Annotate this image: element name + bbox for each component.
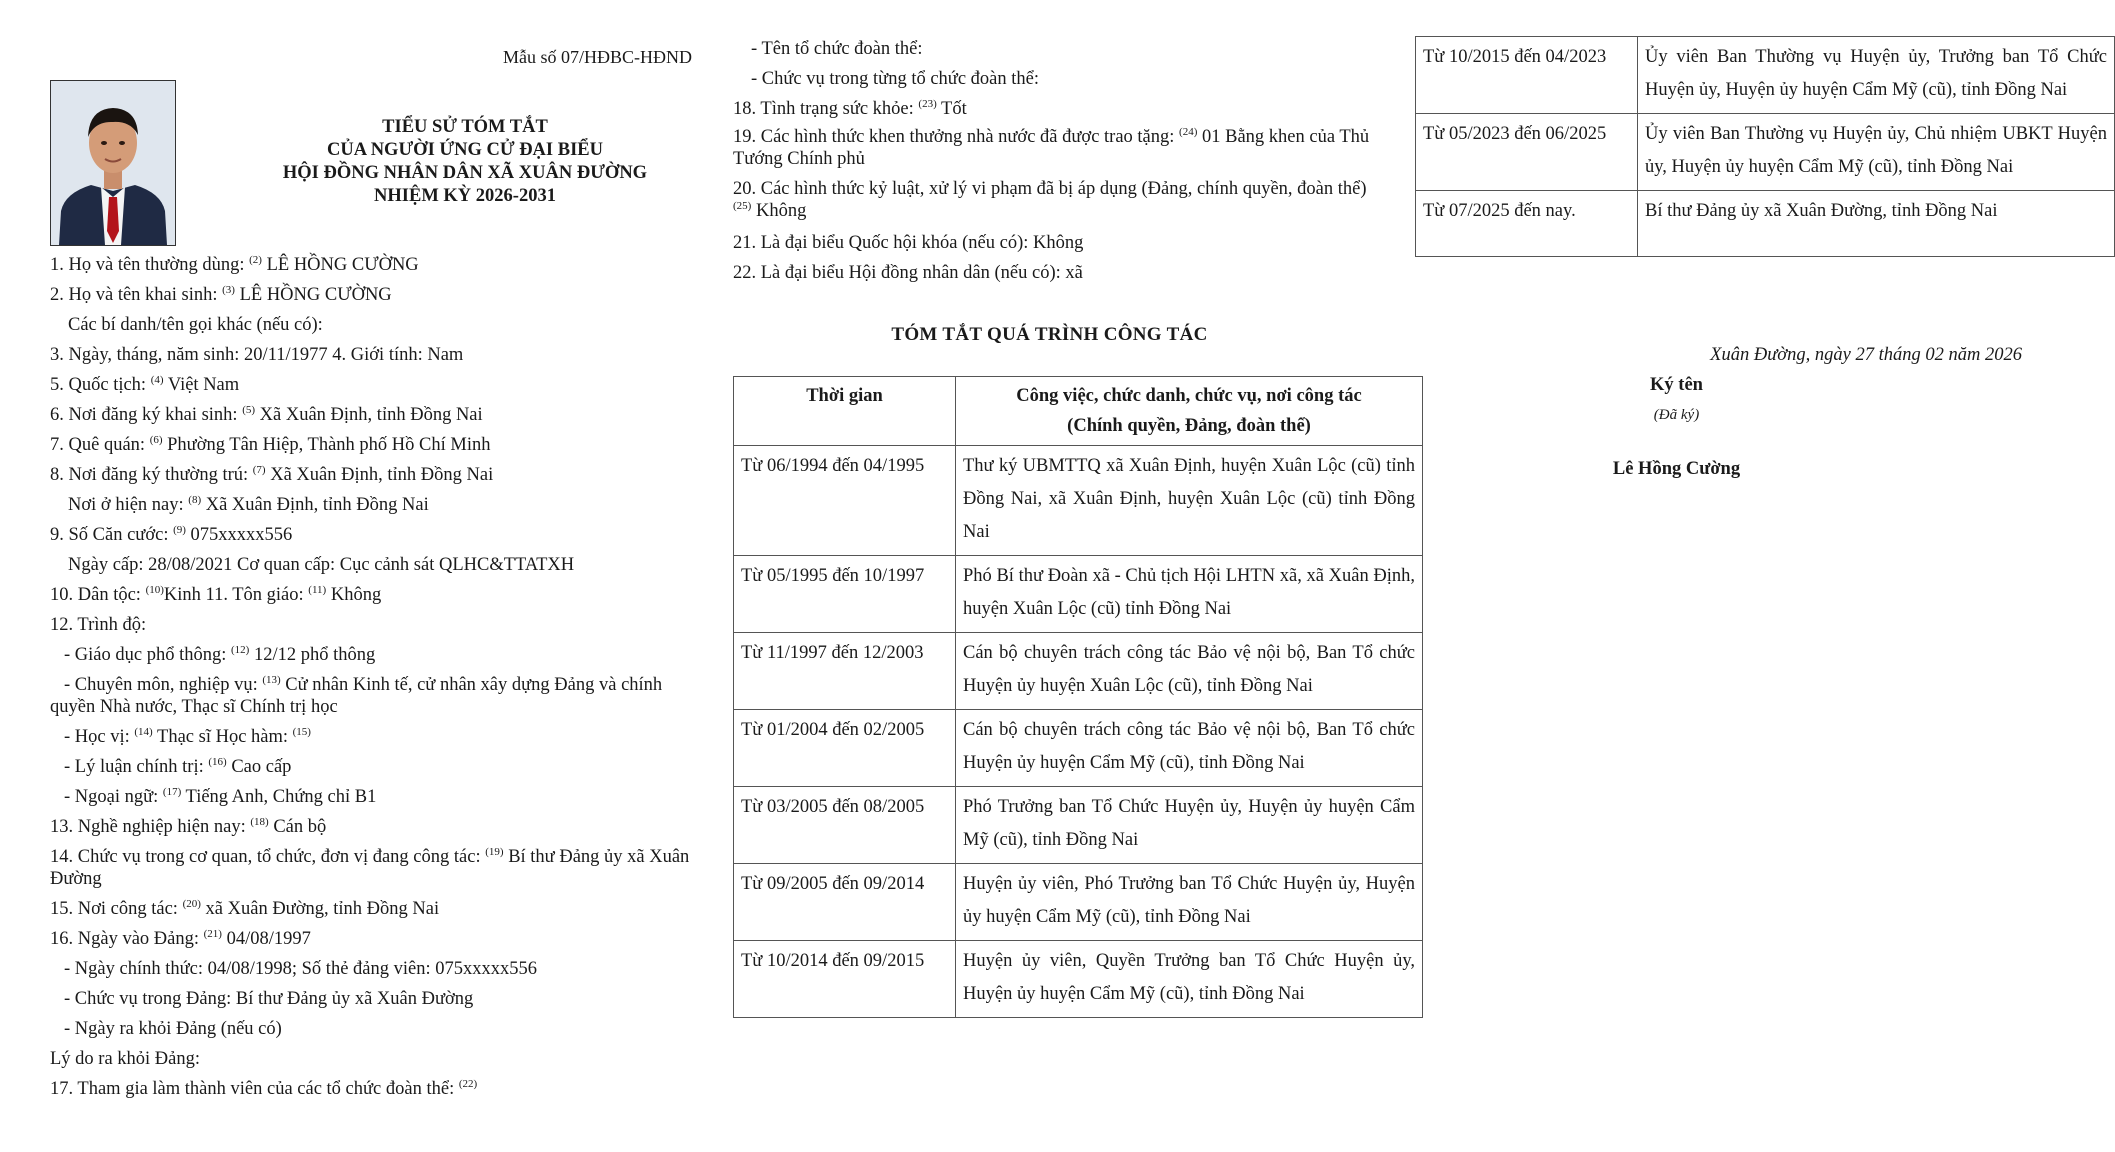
row-time: Từ 10/2014 đến 09/2015	[734, 941, 956, 1018]
row-job: Cán bộ chuyên trách công tác Bảo vệ nội bộ, Ban Tổ chức Huyện ủy huyện Xuân Lộc (cũ), tỉnh Đồng Nai	[956, 633, 1423, 710]
signer-name: Lê Hồng Cường	[1612, 459, 1741, 479]
signature-block	[1415, 340, 2048, 484]
row-job: Cán bộ chuyên trách công tác Bảo vệ nội bộ, Ban Tổ chức Huyện ủy huyện Cẩm Mỹ (cũ), tỉnh Đồng Nai	[956, 710, 1423, 787]
place-date: Xuân Đường, ngày 27 tháng 02 năm 2026	[1710, 345, 2022, 365]
work-history-title: TÓM TẮT QUÁ TRÌNH CÔNG TÁC	[891, 324, 1208, 345]
row-job: Phó Trưởng ban Tổ Chức Huyện ủy, Huyện ủy huyện Cẩm Mỹ (cũ), tỉnh Đồng Nai	[956, 787, 1423, 864]
info-general-education: - Giáo dục phổ thông: $^{(12)}$ 12/12 phổ thông	[64, 643, 376, 665]
table-row	[734, 864, 1423, 941]
table-row	[734, 710, 1423, 787]
row-time: Từ 05/1995 đến 10/1997	[734, 556, 956, 633]
table-row	[734, 941, 1423, 1018]
table-row	[1416, 37, 2115, 114]
info-party-position: - Chức vụ trong Đảng: Bí thư Đảng ủy xã Xuân Đường	[64, 989, 474, 1009]
row-job: Bí thư Đảng ủy xã Xuân Đường, tỉnh Đồng Nai	[1638, 191, 2115, 257]
row-job: Ủy viên Ban Thường vụ Huyện ủy, Trưởng ban Tổ Chức Huyện ủy, Huyện ủy huyện Cẩm Mỹ (cũ), tỉnh Đồng Nai	[1638, 37, 2115, 114]
info-org-roles: - Chức vụ trong từng tổ chức đoàn thể:	[751, 69, 1039, 89]
info-party-join-date: 16. Ngày vào Đảng: $^{(21)}$ 04/08/1997	[50, 927, 311, 949]
table-row	[734, 787, 1423, 864]
column-continued	[1415, 0, 2107, 1152]
row-job: Huyện ủy viên, Phó Trưởng ban Tổ Chức Huyện ủy, Huyện ủy huyện Cẩm Mỹ (cũ), tỉnh Đồng Nai	[956, 864, 1423, 941]
info-workplace: 15. Nơi công tác: $^{(20)}$ xã Xuân Đường, tỉnh Đồng Nai	[50, 897, 440, 919]
header-time: Thời gian	[734, 377, 956, 446]
info-birth-date-gender: 3. Ngày, tháng, năm sinh: 20/11/1977 4. Giới tính: Nam	[50, 345, 464, 365]
info-awards: 19. Các hình thức khen thưởng nhà nước đã được trao tặng: $^{(24)}$ 01 Bằng khen của Thủ Tướng Chính phủ	[733, 125, 1370, 169]
row-time: Từ 09/2005 đến 09/2014	[734, 864, 956, 941]
info-current-residence: Nơi ở hiện nay: $^{(8)}$ Xã Xuân Định, tỉnh Đồng Nai	[68, 493, 429, 515]
row-time: Từ 03/2005 đến 08/2005	[734, 787, 956, 864]
info-id-number: 9. Số Căn cước: $^{(9)}$ 075xxxxx556	[50, 523, 293, 545]
row-time: Từ 07/2025 đến nay.	[1416, 191, 1638, 257]
document-title	[240, 116, 690, 208]
signed-note: (Đã ký)	[1653, 407, 1700, 423]
portrait-image	[51, 81, 175, 245]
info-discipline: 20. Các hình thức kỷ luật, xử lý vi phạm đã bị áp dụng (Đảng, chính quyền, đoàn thể) $^{(25)}$ Không	[733, 179, 1367, 221]
info-org-name: - Tên tổ chức đoàn thể:	[751, 39, 923, 59]
info-aliases: Các bí danh/tên gọi khác (nếu có):	[68, 315, 323, 335]
header-job: Công việc, chức danh, chức vụ, nơi công tác (Chính quyền, Đảng, đoàn thể)	[956, 377, 1423, 446]
row-job: Ủy viên Ban Thường vụ Huyện ủy, Chủ nhiệm UBKT Huyện ủy, Huyện ủy huyện Cẩm Mỹ (cũ), tỉnh Đồng Nai	[1638, 114, 2115, 191]
table-row	[1416, 114, 2115, 191]
info-specialization: - Chuyên môn, nghiệp vụ: $^{(13)}$ Cử nhân Kinh tế, cử nhân xây dựng Đảng và chính quyền Nhà nước, Thạc sĩ Chính trị học	[50, 673, 663, 717]
info-party-leave-reason: Lý do ra khỏi Đảng:	[50, 1049, 201, 1069]
info-education-heading: 12. Trình độ:	[50, 615, 147, 635]
info-hometown: 7. Quê quán: $^{(6)}$ Phường Tân Hiệp, Thành phố Hồ Chí Minh	[50, 433, 491, 455]
row-time: Từ 05/2023 đến 06/2025	[1416, 114, 1638, 191]
title-line-3: HỘI ĐỒNG NHÂN DÂN XÃ XUÂN ĐƯỜNG	[282, 163, 648, 183]
info-party-leave-date: - Ngày ra khỏi Đảng (nếu có)	[64, 1019, 282, 1039]
row-time: Từ 11/1997 đến 12/2003	[734, 633, 956, 710]
table-row	[734, 633, 1423, 710]
row-job: Thư ký UBMTTQ xã Xuân Định, huyện Xuân Lộc (cũ) tỉnh Đồng Nai, xã Xuân Định, huyện Xuân Lộc (cũ) tỉnh Đồng Nai	[956, 446, 1423, 556]
info-current-position: 14. Chức vụ trong cơ quan, tổ chức, đơn vị đang công tác: $^{(19)}$ Bí thư Đảng ủy xã Xuân Đường	[50, 845, 690, 889]
row-time: Từ 10/2015 đến 04/2023	[1416, 37, 1638, 114]
work-history-table-continued	[1415, 36, 2115, 257]
portrait-photo	[50, 80, 176, 246]
info-peoples-council: 22. Là đại biểu Hội đồng nhân dân (nếu có): xã	[733, 263, 1083, 283]
info-nationality: 5. Quốc tịch: $^{(4)}$ Việt Nam	[50, 373, 240, 395]
info-foreign-language: - Ngoại ngữ: $^{(17)}$ Tiếng Anh, Chứng chỉ B1	[64, 785, 377, 807]
info-health: 18. Tình trạng sức khỏe: $^{(23)}$ Tốt	[733, 97, 967, 119]
info-political-theory: - Lý luận chính trị: $^{(16)}$ Cao cấp	[64, 755, 292, 777]
table-row	[734, 556, 1423, 633]
info-national-assembly: 21. Là đại biểu Quốc hội khóa (nếu có): Không	[733, 233, 1084, 253]
info-birth-name: 2. Họ và tên khai sinh: $^{(3)}$ LÊ HỒNG CƯỜNG	[50, 283, 392, 305]
title-line-2: CỦA NGƯỜI ỨNG CỬ ĐẠI BIỂU	[327, 140, 603, 160]
info-common-name: 1. Họ và tên thường dùng: $^{(2)}$ LÊ HỒNG CƯỜNG	[50, 253, 419, 275]
info-id-issue: Ngày cấp: 28/08/2021 Cơ quan cấp: Cục cảnh sát QLHC&TTATXH	[68, 555, 575, 575]
form-code: Mẫu số 07/HĐBC-HĐND	[503, 47, 692, 67]
title-line-4: NHIỆM KỲ 2026-2031	[374, 186, 556, 206]
row-job: Huyện ủy viên, Quyền Trưởng ban Tổ Chức Huyện ủy, Huyện ủy huyện Cẩm Mỹ (cũ), tỉnh Đồng Nai	[956, 941, 1423, 1018]
additional-info-list	[733, 34, 1373, 288]
table-row	[1416, 191, 2115, 257]
personal-info-list	[50, 250, 690, 1104]
info-degree: - Học vị: $^{(14)}$ Thạc sĩ Học hàm: $^{(15)}$	[64, 725, 311, 747]
info-party-official: - Ngày chính thức: 04/08/1998; Số thẻ đảng viên: 075xxxxx556	[64, 959, 537, 979]
row-time: Từ 06/1994 đến 04/1995	[734, 446, 956, 556]
info-ethnicity-religion: 10. Dân tộc: $^{(10)}$Kinh 11. Tôn giáo: $^{(11)}$ Không	[50, 583, 382, 605]
title-line-1: TIỂU SỬ TÓM TẮT	[382, 117, 548, 137]
column-work-history	[733, 0, 1415, 1152]
row-time: Từ 01/2004 đến 02/2005	[734, 710, 956, 787]
info-occupation: 13. Nghề nghiệp hiện nay: $^{(18)}$ Cán bộ	[50, 815, 327, 837]
info-permanent-residence: 8. Nơi đăng ký thường trú: $^{(7)}$ Xã Xuân Định, tỉnh Đồng Nai	[50, 463, 494, 485]
signature-label: Ký tên	[1650, 375, 1703, 395]
row-job: Phó Bí thư Đoàn xã - Chủ tịch Hội LHTN xã, xã Xuân Định, huyện Xuân Lộc (cũ) tỉnh Đồng Nai	[956, 556, 1423, 633]
info-birth-registration: 6. Nơi đăng ký khai sinh: $^{(5)}$ Xã Xuân Định, tỉnh Đồng Nai	[50, 403, 483, 425]
info-organizations: 17. Tham gia làm thành viên của các tổ chức đoàn thể: $^{(22)}$	[50, 1077, 478, 1099]
